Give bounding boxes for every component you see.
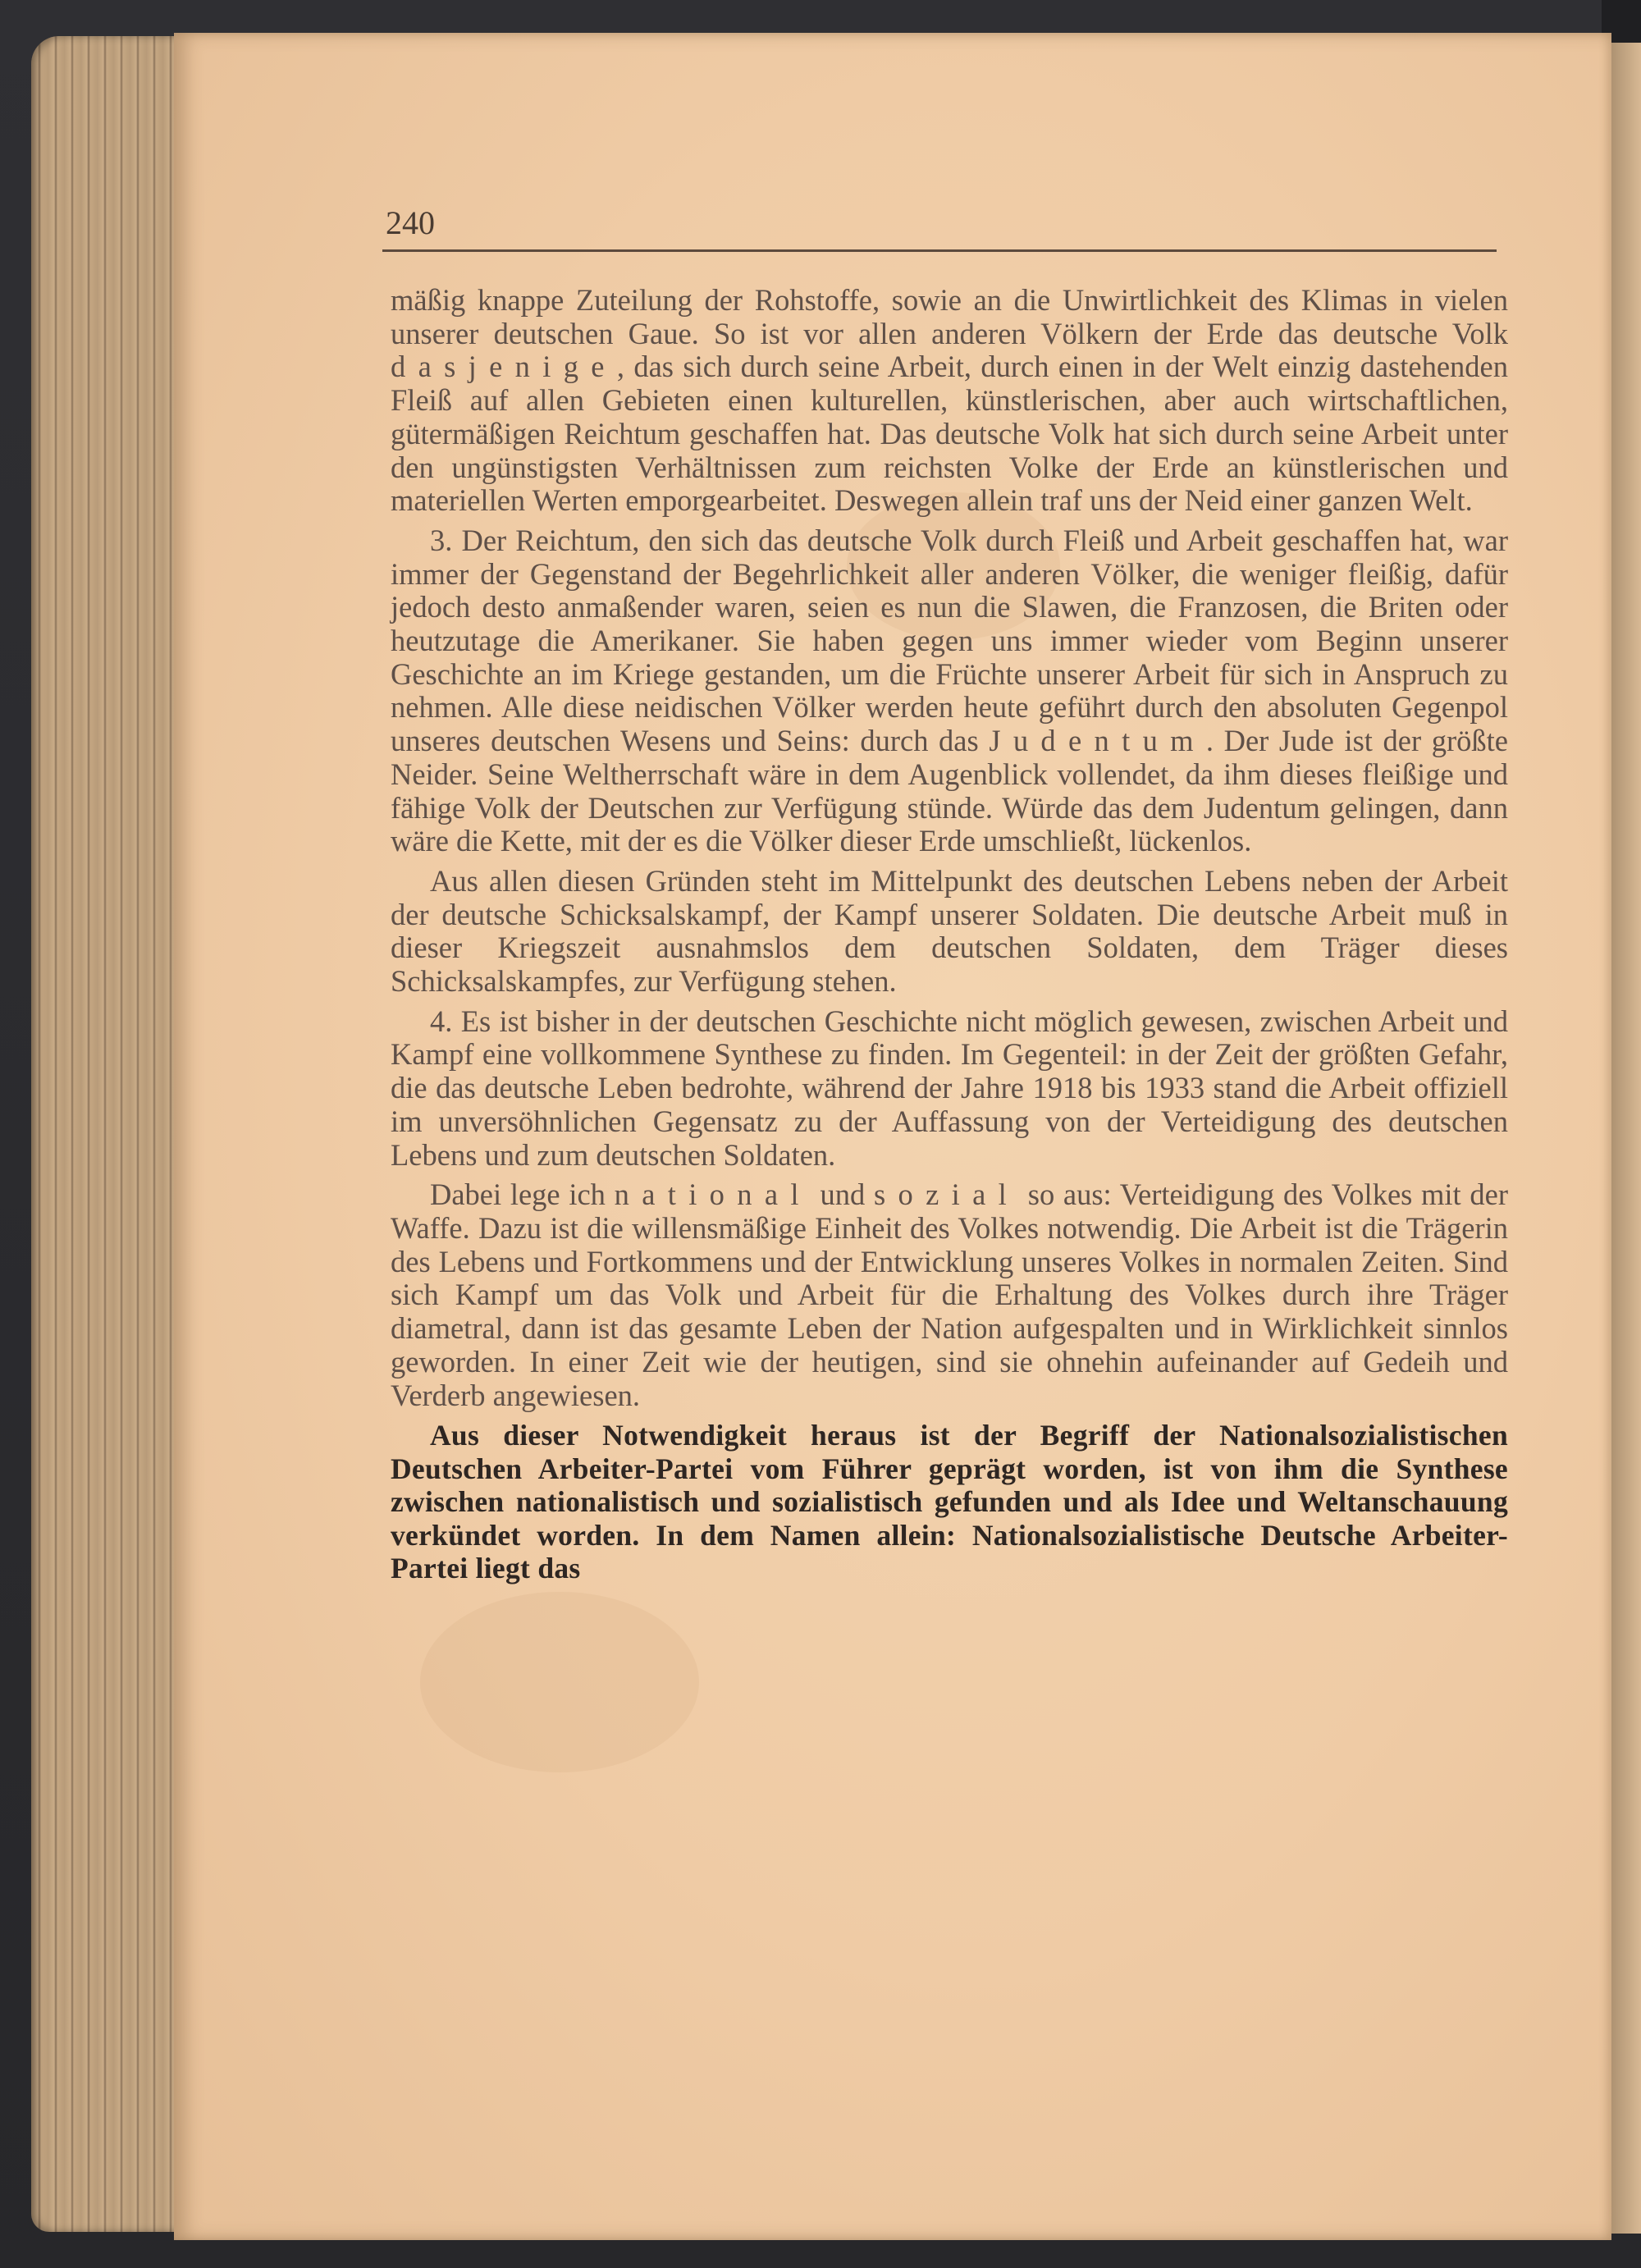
body-text xyxy=(391,284,1508,1585)
text-run: Aus allen diesen Gründen steht im Mittelpunkt des deutschen Lebens neben der Arbeit der deutsche Schicksalskampf, der Kampf unserer Soldaten. Die deutsche Arbeit muß in dieser Kriegszeit ausnahmslos dem deutschen Soldaten, dem Träger dieses Schicksalskampfes, zur Verfügung stehen. xyxy=(391,863,1508,999)
text-run: , das sich durch seine Arbeit, durch einen in der Welt einzig dastehenden Fleiß auf allen Gebieten einen kulturellen, künstlerischen, aber auch wirtschaftlichen, gütermäßigen Reichtum geschaffen hat. Das deutsche Volk hat sich durch seine Arbeit unter den ungünstigsten Verhältnissen zum reichsten Volke der Erde an künstlerischen und materiellen Werten emporgearbeitet. Deswegen allein traf uns der Neid einer ganzen Welt. xyxy=(391,350,1508,518)
text-run: und xyxy=(811,1177,874,1212)
spaced-emphasis: national xyxy=(614,1177,811,1212)
header-rule xyxy=(382,249,1497,252)
paragraph-p-continuation xyxy=(391,284,1508,518)
spaced-emphasis: sozial xyxy=(873,1177,1020,1212)
text-run: 3. Der Reichtum, den sich das deutsche Volk durch Fleiß und Arbeit geschaffen hat, war immer der Gegenstand der Begehrlichkeit aller anderen Völker, die weniger fleißig, dafür jedoch desto anmaßender waren, seien es nun die Slawen, die Franzosen, die Briten oder heutzutage die Amerikaner. Sie haben gegen uns immer wieder vom Beginn unserer Geschichte an im Kriege gestanden, um die Früchte unserer Arbeit für sich in Anspruch zu nehmen. Alle diese neidischen Völker werden heute geführt durch den absoluten Gegenpol unseres deutschen Wesens und Seins: durch das xyxy=(391,523,1508,758)
paper-stain xyxy=(420,1592,699,1772)
paragraph-p-dabei xyxy=(391,1178,1508,1412)
paragraph-p-4 xyxy=(391,1005,1508,1173)
text-run: mäßig knappe Zuteilung der Rohstoffe, sowie an die Unwirtlichkeit des Klimas in vielen unserer deutschen Gaue. So ist vor allen anderen Völkern der Erde das deutsche Volk xyxy=(391,283,1508,350)
text-run: 4. Es ist bisher in der deutschen Geschichte nicht möglich gewesen, zwischen Arbeit und Kampf eine vollkommene Synthese zu finden. Im Gegenteil: in der Zeit der größten Gefahr, die das deutsche Leben bedrohte, während der Jahre 1918 bis 1933 stand die Arbeit offiziell im unversöhnlichen Gegensatz zu der Auffassung von der Verteidigung des deutschen Lebens und zum deutschen Soldaten. xyxy=(391,1004,1508,1172)
text-run: so aus: Verteidigung des Volkes mit der Waffe. Dazu ist die willensmäßige Einheit des Volkes notwendig. Die Arbeit ist die Trägerin des Lebens und Fortkommens und der Entwicklung unseres Volkes in normalen Zeiten. Sind sich Kampf um das Volk und Arbeit für die Erhaltung des Volkes durch ihre Träger diametral, dann ist das gesamte Leben der Nation aufgespalten und in Wirklichkeit sinnlos geworden. In einer Zeit wie der heutigen, sind sie ohnehin aufeinander auf Gedeih und Verderb angewiesen. xyxy=(391,1177,1508,1412)
text-run: Aus dieser Notwendigkeit heraus ist der Begriff der Nationalsozialistischen Deutschen Arbeiter-Partei vom Führer geprägt worden, ist von ihm die Synthese zwischen nationalistisch und sozialistisch gefunden und als Idee und Weltanschauung verkündet worden. In dem Namen allein: Nationalsozialistische Deutsche Arbeiter-Partei liegt das xyxy=(391,1419,1508,1585)
spaced-emphasis: Judentum xyxy=(989,724,1206,758)
page-number: 240 xyxy=(386,204,435,241)
facing-page-edge xyxy=(1608,43,1641,2234)
paragraph-p-3 xyxy=(391,524,1508,858)
paragraph-p-notwendigkeit xyxy=(391,1419,1508,1585)
spaced-emphasis: dasjenige xyxy=(391,350,617,384)
text-run: Dabei lege ich xyxy=(430,1177,615,1212)
text-run: . Der Jude ist der größte Neider. Seine Weltherrschaft wäre in dem Augenblick vollendet, da ihm dieses fleißige und fähige Volk der Deutschen zur Verfügung stünde. Würde das dem Judentum gelingen, dann wäre die Kette, mit der es die Völker dieser Erde umschließt, lückenlos. xyxy=(391,724,1508,858)
paragraph-p-gruenden xyxy=(391,865,1508,999)
page-stack-edges xyxy=(31,36,183,2232)
